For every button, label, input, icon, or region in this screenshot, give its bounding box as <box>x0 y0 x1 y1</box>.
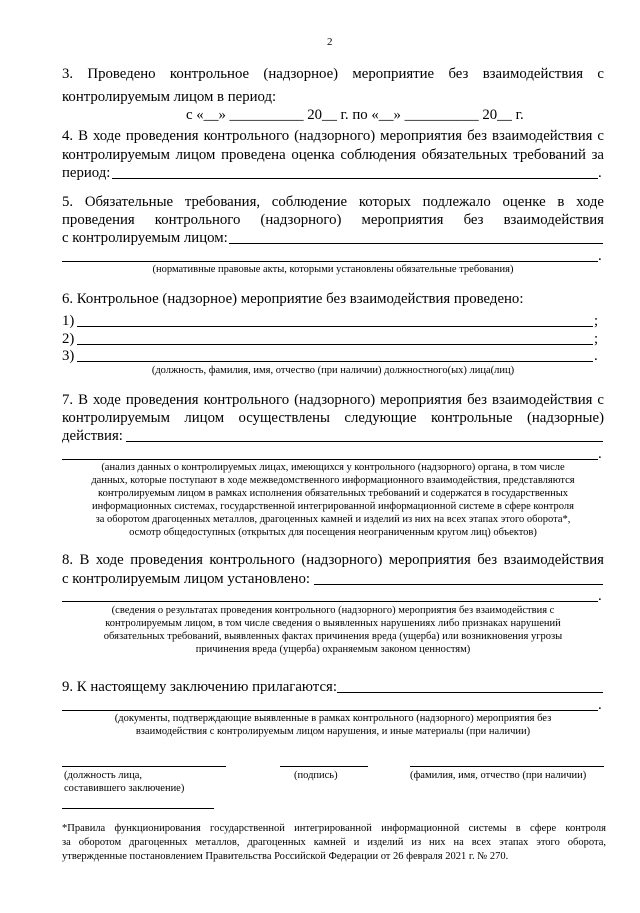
signature-sign-label: (подпись) <box>294 770 338 781</box>
section-7-note <box>58 461 608 539</box>
section-6-title: 6. Контрольное (надзорное) мероприятие без взаимодействия проведено: <box>62 291 524 307</box>
section-7-note-line: контролируемым лицом в рамках исполнения обязательных требований и содержатся в государственных <box>98 488 568 499</box>
section-5-fill-line-1 <box>229 243 603 244</box>
section-7-fill-line-1 <box>126 441 603 442</box>
section-4-line-2: контролируемым лицом проведена оценка соблюдения обязательных требований за <box>62 147 604 163</box>
section-9-fill-line-1 <box>337 692 603 693</box>
section-8-line-1: 8. В ходе проведения контрольного (надзорного) мероприятия без взаимодействия <box>62 552 604 568</box>
section-7-note-line: информационных системах, государственной интегрированной информационной системе в сфере контроля <box>92 501 574 512</box>
signature-position-label-line: (должность лица, <box>64 770 143 781</box>
section-3-line-2: контролируемым лицом в период: <box>62 89 277 105</box>
section-8-end: . <box>598 588 602 604</box>
footnote-line: за оборотом драгоценных металлов, драгоценных камней и изделий из них на всех этапах этого оборота, <box>62 837 606 848</box>
section-5-line-2: проведения контрольного (надзорного) мероприятия без взаимодействия <box>62 212 604 228</box>
section-7-line-3: действия: <box>62 428 123 444</box>
section-6-item-3: 3) <box>62 348 75 364</box>
signature-position-label <box>64 769 184 795</box>
section-6-end-3: . <box>594 348 598 364</box>
section-5-line-3: с контролируемым лицом: <box>62 230 228 246</box>
section-9-line-1: 9. К настоящему заключению прилагаются: <box>62 679 337 695</box>
section-8-fill-line-1 <box>314 584 603 585</box>
section-6-note: (должность, фамилия, имя, отчество (при наличии) должностного(ых) лица(лиц) <box>151 365 515 376</box>
signature-sign-line <box>280 766 368 767</box>
section-5-line-1: 5. Обязательные требования, соблюдение которых подлежало оценке в ходе <box>62 194 604 210</box>
footnote <box>62 822 606 864</box>
section-9-note-line: взаимодействия с контролируемым лицом нарушения, и иные материалы (при наличии) <box>135 726 531 737</box>
section-5-end: . <box>598 248 602 264</box>
section-5-note: (нормативные правовые акты, которыми установлены обязательные требования) <box>152 264 514 275</box>
section-9-fill-line-2 <box>62 710 598 711</box>
section-5-fill-line-2 <box>62 261 598 262</box>
section-7-line-1: 7. В ходе проведения контрольного (надзорного) мероприятия без взаимодействия с <box>62 392 604 408</box>
section-7-note-line: данных, которые поступают в ходе межведомственного информационного взаимодействия, представляются <box>91 475 575 486</box>
section-7-fill-line-2 <box>62 459 598 460</box>
section-6-line-3 <box>77 361 593 362</box>
signature-position-label-line: составившего заключение) <box>64 783 185 794</box>
signature-name-label: (фамилия, имя, отчество (при наличии) <box>410 770 587 781</box>
section-3-line-1: 3. Проведено контрольное (надзорное) мероприятие без взаимодействия с <box>62 66 604 82</box>
section-3-dates: с «__» __________ 20__ г. по «__» __________ 20__ г. <box>186 107 524 123</box>
section-8-fill-line-2 <box>62 601 598 602</box>
signature-position-line <box>62 766 226 767</box>
section-9-note-line: (документы, подтверждающие выявленные в рамках контрольного (надзорного) мероприятия без <box>114 713 552 724</box>
section-4-line-3: период: <box>62 165 111 181</box>
section-7-note-line: осмотр общедоступных (открытых для посещения неограниченным кругом лиц) объектов) <box>129 527 537 538</box>
section-4-end: . <box>598 165 602 181</box>
section-6-end-2: ; <box>594 331 599 347</box>
section-7-line-2: контролируемым лицом осуществлены следующие контрольные (надзорные) <box>62 410 604 426</box>
page-number: 2 <box>327 36 333 48</box>
section-8-note-line: (сведения о результатах проведения контрольного (надзорного) мероприятия без взаимодействия с <box>111 605 555 616</box>
section-4-fill-line <box>112 178 598 179</box>
footnote-separator <box>62 808 214 809</box>
section-4-line-1: 4. В ходе проведения контрольного (надзорного) мероприятия без взаимодействия с <box>62 128 604 144</box>
section-8-note-line: причинения вреда (ущерба) охраняемым законом ценностям) <box>195 644 471 655</box>
section-9-end: . <box>598 697 602 713</box>
section-6-line-2 <box>77 344 593 345</box>
footnote-line: *Правила функционирования государственной интегрированной информационной системы в сфере контроля <box>62 823 606 834</box>
section-8-note-line: обязательных требований, выявленных фактах причинения вреда (ущерба) или возникновения угрозы <box>103 631 563 642</box>
section-8-line-2: с контролируемым лицом установлено: <box>62 571 310 587</box>
section-6-item-1: 1) <box>62 313 75 329</box>
section-7-note-line: (анализ данных о контролируемых лицах, имеющихся у контрольного (надзорного) органа, в том числе <box>101 462 565 473</box>
section-8-note-line: контролируемым лицом, в том числе сведения о выявленных нарушениях либо признаках нарушений <box>105 618 561 629</box>
footnote-line: утвержденные постановлением Правительства Российской Федерации от 26 февраля 2021 г. № 270. <box>62 851 509 862</box>
signature-name-line <box>410 766 604 767</box>
section-9-note <box>62 712 604 738</box>
section-7-end: . <box>598 446 602 462</box>
section-8-note <box>62 604 604 656</box>
section-6-line-1 <box>77 326 593 327</box>
section-7-note-line: за оборотом драгоценных металлов, драгоценных камней и изделий из них на всех этапах этого оборота*, <box>95 514 571 525</box>
section-6-item-2: 2) <box>62 331 75 347</box>
section-6-end-1: ; <box>594 313 599 329</box>
